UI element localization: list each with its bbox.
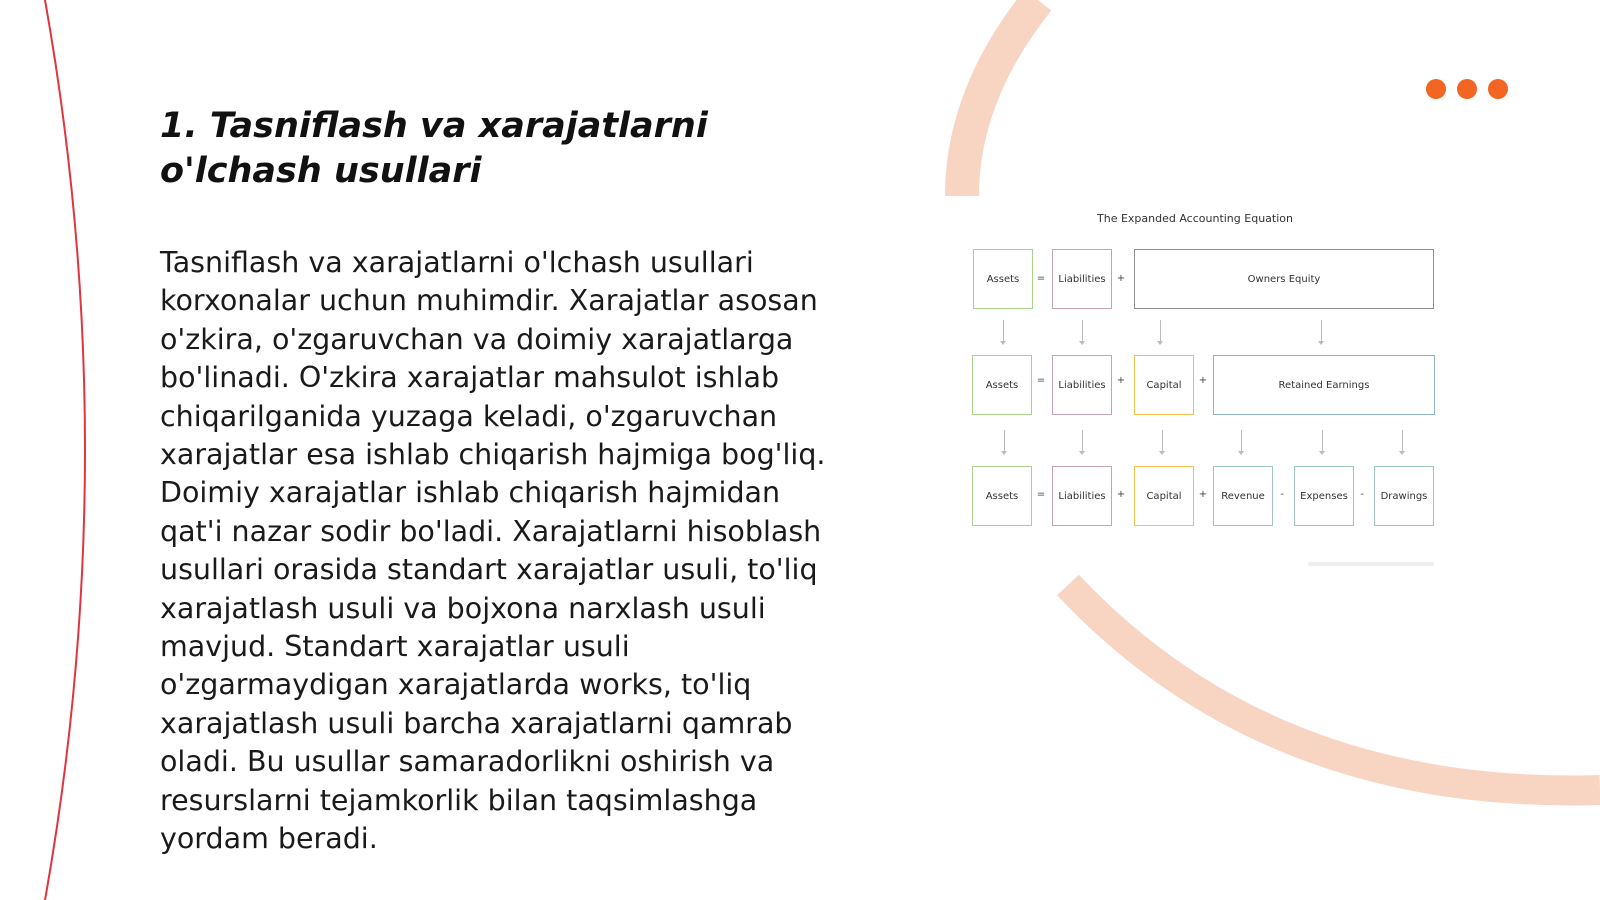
arrow-down-4 xyxy=(1321,320,1322,342)
row2-retained-earnings-box: Retained Earnings xyxy=(1213,355,1435,415)
row2-liabilities-box: Liabilities xyxy=(1052,355,1112,415)
row1-liabilities-box: Liabilities xyxy=(1052,249,1112,309)
row3-minus-sign-1: - xyxy=(1280,489,1284,500)
slide-body-text: Tasniflash va xarajatlarni o'lchash usullari korxonalar uchun muhimdir. Xarajatlar asosan o'zkira, o'zgaruvchan va doimiy xarajatlarga bo'linadi. O'zkira xarajatlar mahsulot ishlab chiqarilganida yuzaga keladi, o'zgaruvchan xarajatlar esa ishlab chiqarish hajmiga bog'liq. Doimiy xarajatlar ishlab chiqarish hajmidan qat'i nazar sodir bo'ladi. Xarajatlarni hisoblash usullari orasida standart xarajatlar usuli, to'liq xarajatlash usuli va bojxona narxlash usuli mavjud. Standart xarajatlar usuli o'zgarmaydigan xarajatlarda works, to'liq xarajatlash usuli barcha xarajatlarni qamrab oladi. Bu usullar samaradorlikni oshirish va resurslarni tejamkorlik bilan taqsimlashga yordam beradi. xyxy=(160,246,826,856)
row1-equals-sign: = xyxy=(1036,273,1046,284)
arrow-down-6 xyxy=(1082,430,1083,452)
orange-dot-2 xyxy=(1457,79,1477,99)
accounting-equation-diagram xyxy=(960,210,1440,575)
row3-capital-box: Capital xyxy=(1134,466,1194,526)
diagram-title: The Expanded Accounting Equation xyxy=(1097,212,1293,225)
arrow-down-7 xyxy=(1162,430,1163,452)
row3-assets-box: Assets xyxy=(972,466,1032,526)
arrow-down-1 xyxy=(1003,320,1004,342)
row3-expenses-box: Expenses xyxy=(1294,466,1354,526)
top-orange-arc xyxy=(962,0,1038,196)
row2-plus-sign-2: + xyxy=(1198,375,1208,386)
row2-capital-box: Capital xyxy=(1134,355,1194,415)
row3-plus-sign-1: + xyxy=(1116,489,1126,500)
menu-dots xyxy=(1426,79,1512,99)
arrow-down-3 xyxy=(1160,320,1161,342)
row3-minus-sign-2: - xyxy=(1360,489,1364,500)
arrow-down-9 xyxy=(1322,430,1323,452)
arrow-down-2 xyxy=(1082,320,1083,342)
row3-revenue-box: Revenue xyxy=(1213,466,1273,526)
row3-liabilities-box: Liabilities xyxy=(1052,466,1112,526)
arrow-down-10 xyxy=(1402,430,1403,452)
row1-plus-sign: + xyxy=(1116,273,1126,284)
slide-title: 1. Tasniflash va xarajatlarni o'lchash usullari xyxy=(160,106,708,191)
row3-drawings-box: Drawings xyxy=(1374,466,1434,526)
arrow-down-5 xyxy=(1004,430,1005,452)
row2-assets-box: Assets xyxy=(972,355,1032,415)
left-red-curve xyxy=(45,0,85,900)
orange-dot-1 xyxy=(1426,79,1446,99)
row1-owners-equity-box: Owners Equity xyxy=(1134,249,1434,309)
faint-caption-line xyxy=(1308,562,1434,566)
row3-equals-sign: = xyxy=(1036,489,1046,500)
row3-plus-sign-2: + xyxy=(1198,489,1208,500)
orange-dot-3 xyxy=(1488,79,1508,99)
row2-equals-sign: = xyxy=(1036,375,1046,386)
arrow-down-8 xyxy=(1241,430,1242,452)
row2-plus-sign-1: + xyxy=(1116,375,1126,386)
bottom-orange-arc xyxy=(1068,585,1600,790)
row1-assets-box: Assets xyxy=(973,249,1033,309)
